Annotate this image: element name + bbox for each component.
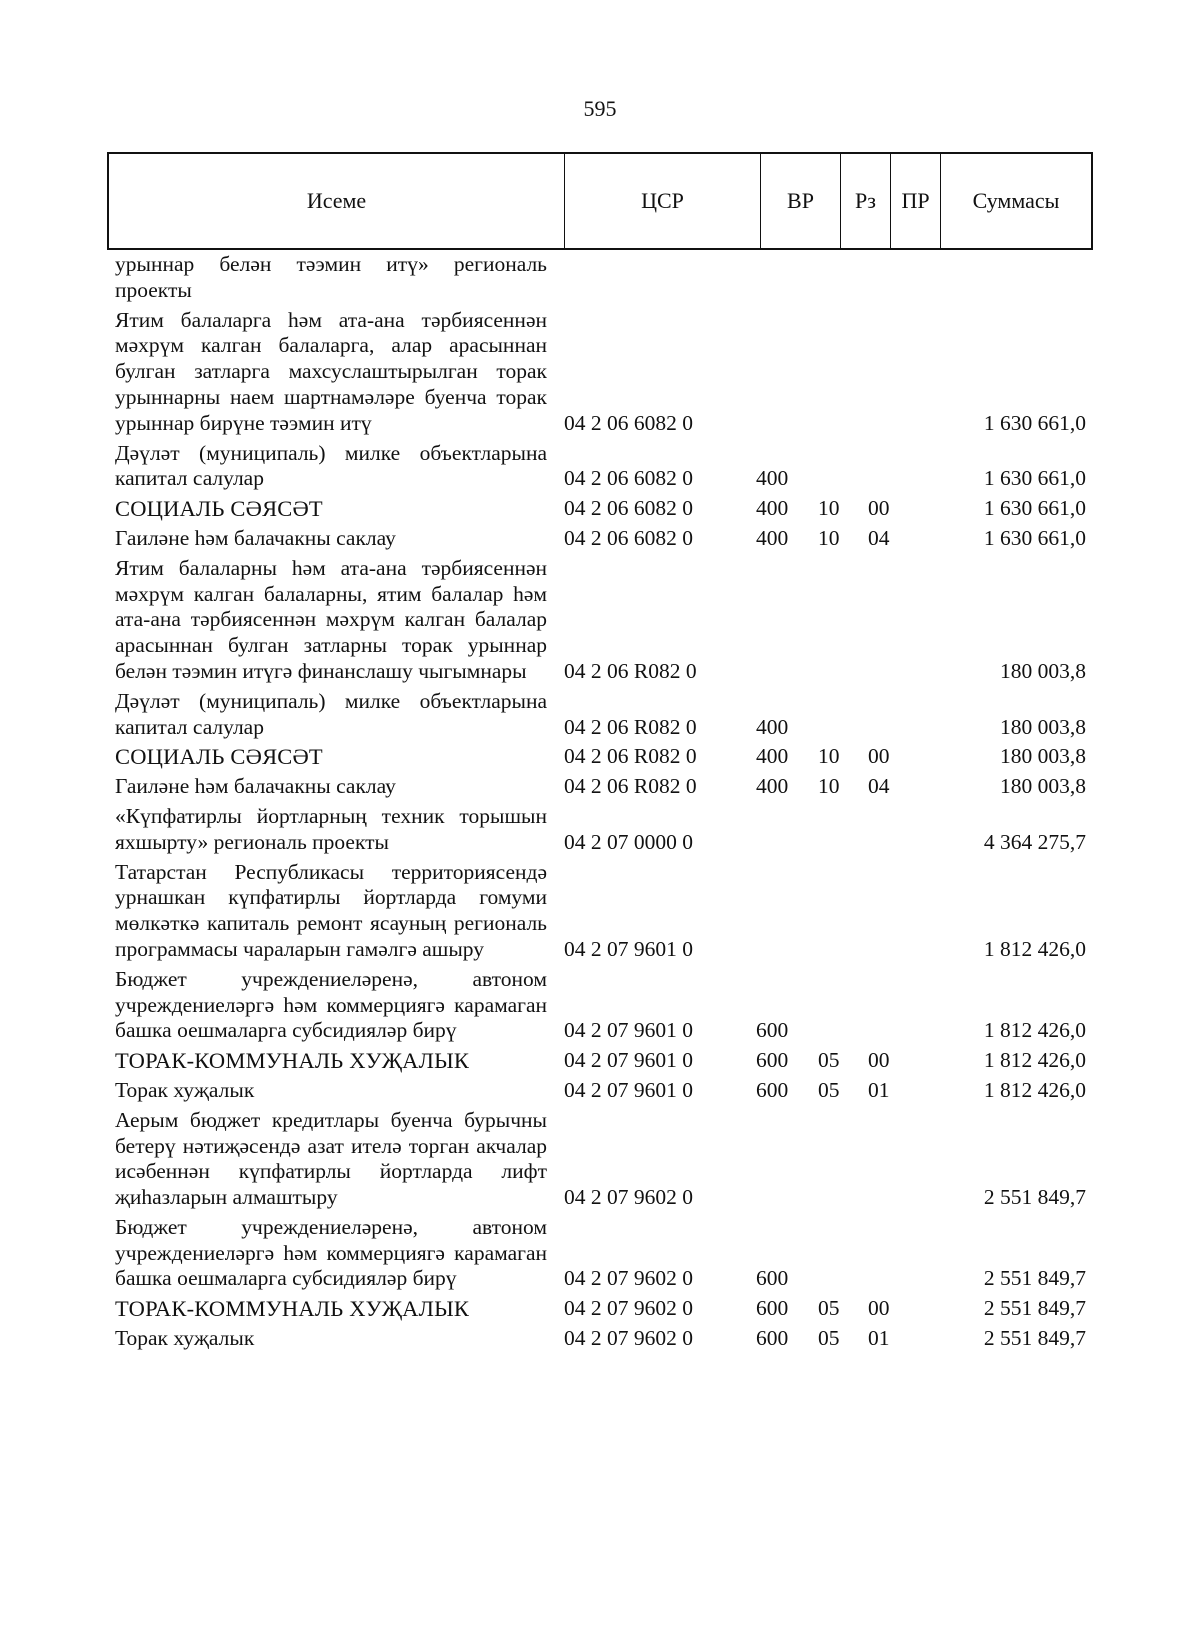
row-sum: 2 551 849,7 [983, 1185, 1086, 1210]
row-name: Гаиләне һәм балачакны саклау [115, 525, 396, 550]
row-pr: 00 [868, 744, 890, 769]
row-name: Аерым бюджет кредитлары буенча бурычны бетерү нәтиҗәсендә азат ителә торган акчалар исәбеннән күпфатирлы йортларда лифт җиһазларын алмаштыру [115, 1107, 547, 1210]
row-csr: 04 2 07 9601 0 [564, 1018, 693, 1043]
row-pr: 00 [868, 496, 890, 521]
row-rz: 10 [818, 774, 840, 799]
table-row [115, 1326, 1105, 1352]
row-csr: 04 2 07 9601 0 [564, 936, 693, 961]
row-pr: 04 [868, 774, 890, 799]
row-csr: 04 2 06 R082 0 [564, 744, 697, 769]
row-sum: 1 812 426,0 [983, 1018, 1086, 1043]
header-sum: Суммасы [972, 188, 1060, 213]
row-name: ТОРАК-КОММУНАЛЬ ХУҖАЛЫК [115, 1048, 470, 1074]
row-csr: 04 2 06 6082 0 [564, 496, 693, 521]
row-sum: 1 812 426,0 [983, 936, 1086, 961]
table-row [115, 556, 1105, 685]
row-sum: 1 812 426,0 [983, 1048, 1086, 1073]
row-pr: 00 [868, 1048, 890, 1073]
row-rz: 10 [818, 496, 840, 521]
row-name: Гаиләне һәм балачакны саклау [115, 774, 396, 799]
row-name: СОЦИАЛЬ СӘЯСӘТ [115, 496, 323, 522]
table-row [115, 1078, 1105, 1104]
row-csr: 04 2 06 6082 0 [564, 410, 693, 435]
row-csr: 04 2 06 R082 0 [564, 774, 697, 799]
row-sum: 4 364 275,7 [983, 829, 1086, 854]
row-name: Бюджет учреждениеләренә, автоном учреждениеләргә һәм коммерциягә карамаган башка оешмаларга субсидияләр бирү [115, 1214, 547, 1291]
row-rz: 10 [818, 744, 840, 769]
header-pr: ПР [891, 154, 941, 248]
row-vr: 400 [756, 774, 789, 799]
table-row [115, 774, 1105, 800]
row-pr: 01 [868, 1326, 890, 1351]
table-row [115, 689, 1105, 741]
row-csr: 04 2 07 9601 0 [564, 1077, 693, 1102]
row-vr: 400 [756, 496, 789, 521]
row-name: урыннар белән тәэмин итү» региональ проекты [115, 252, 547, 302]
row-sum: 180 003,8 [1000, 658, 1086, 683]
row-vr: 600 [756, 1018, 789, 1043]
row-pr: 00 [868, 1296, 890, 1321]
row-csr: 04 2 06 R082 0 [564, 658, 697, 683]
row-csr: 04 2 07 9602 0 [564, 1296, 693, 1321]
table-row [115, 744, 1105, 770]
row-name: Бюджет учреждениеләренә, автоном учреждениеләргә һәм коммерциягә карамаган башка оешмаларга субсидияләр бирү [115, 966, 547, 1043]
row-vr: 400 [756, 466, 789, 491]
row-sum: 1 630 661,0 [983, 410, 1086, 435]
row-vr: 400 [756, 744, 789, 769]
table-row [115, 496, 1105, 522]
row-sum: 180 003,8 [1000, 744, 1086, 769]
table-row [115, 804, 1105, 856]
table-body [115, 252, 1105, 1356]
row-csr: 04 2 07 9602 0 [564, 1185, 693, 1210]
table-row [115, 1048, 1105, 1074]
row-csr: 04 2 07 9601 0 [564, 1048, 693, 1073]
row-sum: 2 551 849,7 [983, 1326, 1086, 1351]
row-sum: 2 551 849,7 [983, 1266, 1086, 1291]
table-row [115, 252, 1105, 304]
row-csr: 04 2 07 9602 0 [564, 1326, 693, 1351]
row-name: Дәүләт (муниципаль) милке объектларына капитал салулар [115, 688, 547, 739]
row-sum: 180 003,8 [1000, 774, 1086, 799]
table-row [115, 441, 1105, 493]
row-name: ТОРАК-КОММУНАЛЬ ХУҖАЛЫК [115, 1296, 470, 1322]
row-vr: 600 [756, 1048, 789, 1073]
row-sum: 1 630 661,0 [983, 496, 1086, 521]
row-name: Торак хуҗалык [115, 1077, 255, 1102]
row-name: Торак хуҗалык [115, 1326, 255, 1351]
table-header [107, 152, 1093, 250]
row-csr: 04 2 06 R082 0 [564, 714, 697, 739]
row-name: Татарстан Республикасы территориясендә урнашкан күпфатирлы йортларда гомуми мөлкәткә капиталь ремонт ясауның региональ программасы чараларын гамәлгә ашыру [115, 859, 547, 961]
header-csr: ЦСР [565, 154, 761, 248]
row-pr: 01 [868, 1077, 890, 1102]
row-pr: 04 [868, 525, 890, 550]
table-row [115, 1108, 1105, 1211]
row-vr: 400 [756, 714, 789, 739]
row-vr: 600 [756, 1296, 789, 1321]
row-csr: 04 2 06 6082 0 [564, 466, 693, 491]
row-csr: 04 2 07 0000 0 [564, 829, 693, 854]
header-rz: Рз [841, 154, 891, 248]
header-vr: ВР [761, 154, 841, 248]
table-row [115, 967, 1105, 1044]
row-csr: 04 2 07 9602 0 [564, 1266, 693, 1291]
row-sum: 1 630 661,0 [983, 525, 1086, 550]
row-name: СОЦИАЛЬ СӘЯСӘТ [115, 744, 323, 770]
table-row [115, 308, 1105, 437]
row-rz: 10 [818, 525, 840, 550]
row-vr: 400 [756, 525, 789, 550]
row-sum: 2 551 849,7 [983, 1296, 1086, 1321]
row-name: Дәүләт (муниципаль) милке объектларына капитал салулар [115, 440, 547, 491]
row-sum: 1 630 661,0 [983, 466, 1086, 491]
table-row [115, 1296, 1105, 1322]
table-row [115, 526, 1105, 552]
row-vr: 600 [756, 1077, 789, 1102]
table-row [115, 860, 1105, 963]
page-number: 595 [583, 96, 617, 121]
row-sum: 1 812 426,0 [983, 1077, 1086, 1102]
row-vr: 600 [756, 1326, 789, 1351]
row-name: Ятим балаларны һәм ата-ана тәрбиясеннән мәхрүм калган балаларны, ятим балалар һәм ата-ана тәрбиясеннән мәхрүм калган балалар арасыннан булган затларны торак урыннар белән тәэмин итүгә финанслашу чыгымнары [115, 555, 547, 683]
row-sum: 180 003,8 [1000, 714, 1086, 739]
row-rz: 05 [818, 1296, 840, 1321]
row-vr: 600 [756, 1266, 789, 1291]
row-rz: 05 [818, 1326, 840, 1351]
header-name: Исеме [109, 154, 565, 248]
row-rz: 05 [818, 1048, 840, 1073]
row-csr: 04 2 06 6082 0 [564, 525, 693, 550]
row-name: «Күпфатирлы йортларның техник торышын яхшырту» региональ проекты [115, 803, 547, 854]
row-name: Ятим балаларга һәм ата-ана тәрбиясеннән мәхрүм калган балаларга, алар арасыннан булган затларга махсуслаштырылган торак урыннарны наем шартнамәләре буенча торак урыннар бирүне тәэмин итү [115, 307, 547, 435]
table-row [115, 1215, 1105, 1292]
row-rz: 05 [818, 1077, 840, 1102]
